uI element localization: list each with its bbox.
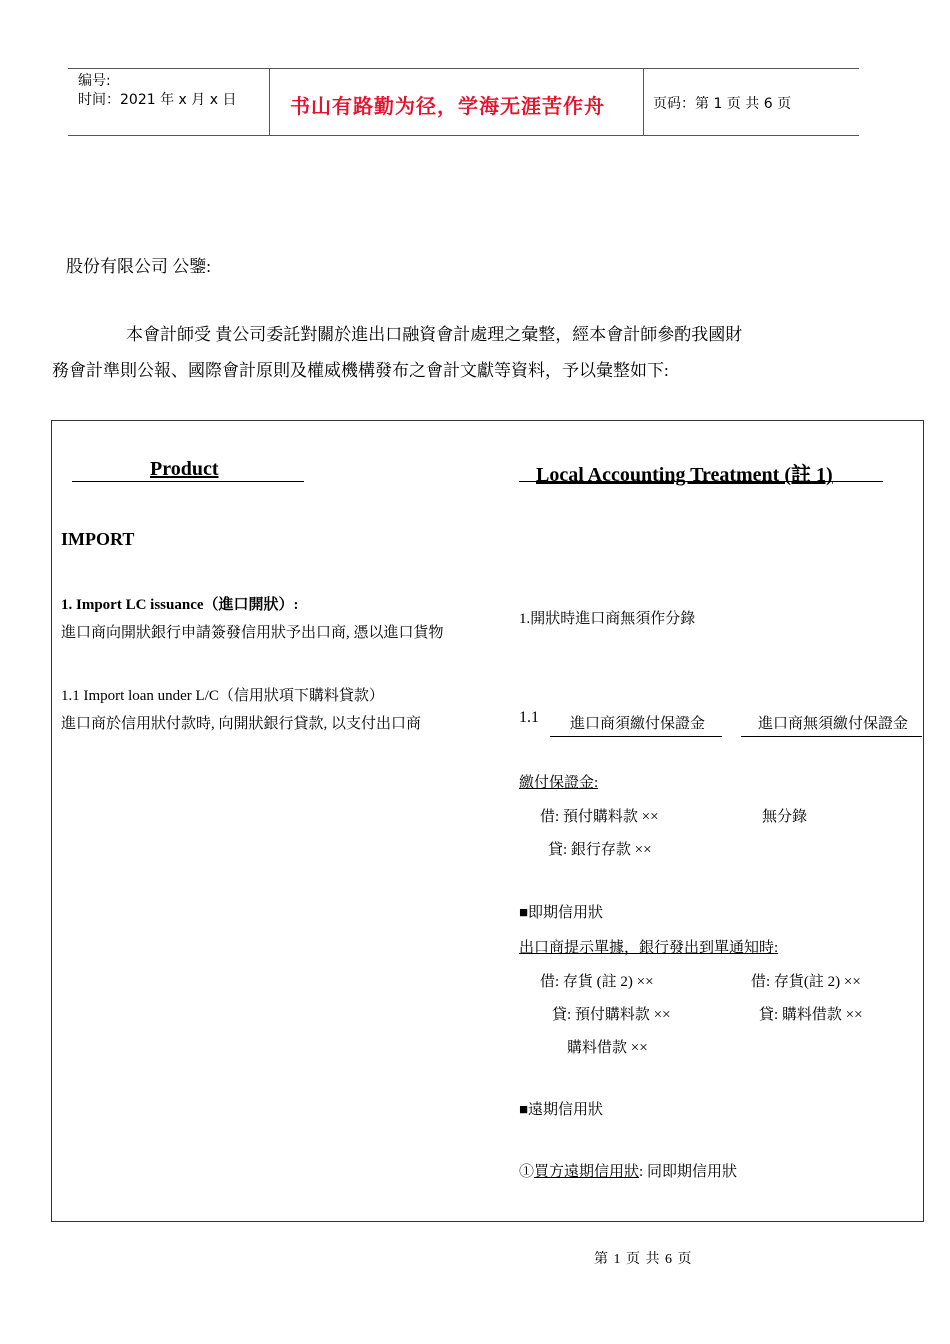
usance-item xyxy=(519,1160,737,1181)
sight-b-debit: 借: 存貨(註 2) ×× xyxy=(751,974,861,990)
sight-a-credit: 貸: 預付購料款 ×× xyxy=(552,1007,671,1023)
header-divider-left xyxy=(269,68,270,136)
sight-a-debit: 借: 存貨 (註 2) ×× xyxy=(540,974,654,990)
usance-lc-title: ■遠期信用狀 xyxy=(519,1102,604,1118)
head-no-deposit-underline xyxy=(741,736,922,737)
page-footer: 第 1 页 共 6 页 xyxy=(594,1252,693,1267)
item1-treatment: 1.開狀時進口商無須作分錄 xyxy=(519,611,696,627)
usance-item-link: 買方遠期信用狀 xyxy=(534,1164,640,1180)
section-import: IMPORT xyxy=(61,529,135,549)
header-motto: 书山有路勤为径，学海无涯苦作舟 xyxy=(290,94,605,118)
item1-title: 1. Import LC issuance（進口開狀）: xyxy=(61,597,299,613)
sight-lc-subtitle: 出口商提示單據，銀行發出到單通知時: xyxy=(519,940,779,956)
deposit-no-entry: 無分錄 xyxy=(762,809,808,825)
sight-b-credit: 貸: 購料借款 ×× xyxy=(759,1007,863,1023)
col-product-header: Product xyxy=(150,458,219,480)
item11-head-deposit: 進口商須繳付保證金 xyxy=(570,716,706,732)
col-local-header: Local Accounting Treatment (註 1) xyxy=(536,464,833,486)
header-divider-right xyxy=(643,68,644,136)
sight-a-credit-2: 購料借款 ×× xyxy=(567,1040,648,1056)
item11-number: 1.1 xyxy=(519,709,539,726)
head-deposit-underline xyxy=(550,736,722,737)
sight-lc-title: ■即期信用狀 xyxy=(519,905,604,921)
deposit-title: 繳付保證金: xyxy=(519,775,599,791)
intro-line-1: 本會計師受 貴公司委託對關於進出口融資會計處理之彙整，經本會計師參酌我國財 xyxy=(126,325,743,344)
header-top-rule xyxy=(68,68,859,69)
intro-line-2: 務會計準則公報、國際會計原則及權威機構發布之會計文獻等資料，予以彙整如下: xyxy=(52,361,669,380)
header-bottom-rule xyxy=(68,135,859,136)
deposit-debit: 借: 預付購料款 ×× xyxy=(540,809,659,825)
header-page-info: 页码：第 1 页 共 6 页 xyxy=(653,96,792,112)
item11-title: 1.1 Import loan under L/C（信用狀項下購料貸款） xyxy=(61,688,384,704)
usance-item-rest: : 同即期信用狀 xyxy=(639,1164,737,1180)
salutation: 股份有限公司 公鑒: xyxy=(66,257,211,276)
item1-desc: 進口商向開狀銀行申請簽發信用狀予出口商, 憑以進口貨物 xyxy=(61,625,444,641)
product-header-underline xyxy=(72,481,304,482)
deposit-credit: 貸: 銀行存款 ×× xyxy=(548,842,652,858)
item11-desc: 進口商於信用狀付款時, 向開狀銀行貸款, 以支付出口商 xyxy=(61,716,422,732)
header-time-label: 时间：2021 年 x 月 x 日 xyxy=(78,92,237,108)
header-number-label: 编号: xyxy=(78,73,111,89)
item11-head-no-deposit: 進口商無須繳付保證金 xyxy=(758,716,909,732)
usance-item-prefix: ① xyxy=(519,1164,535,1180)
